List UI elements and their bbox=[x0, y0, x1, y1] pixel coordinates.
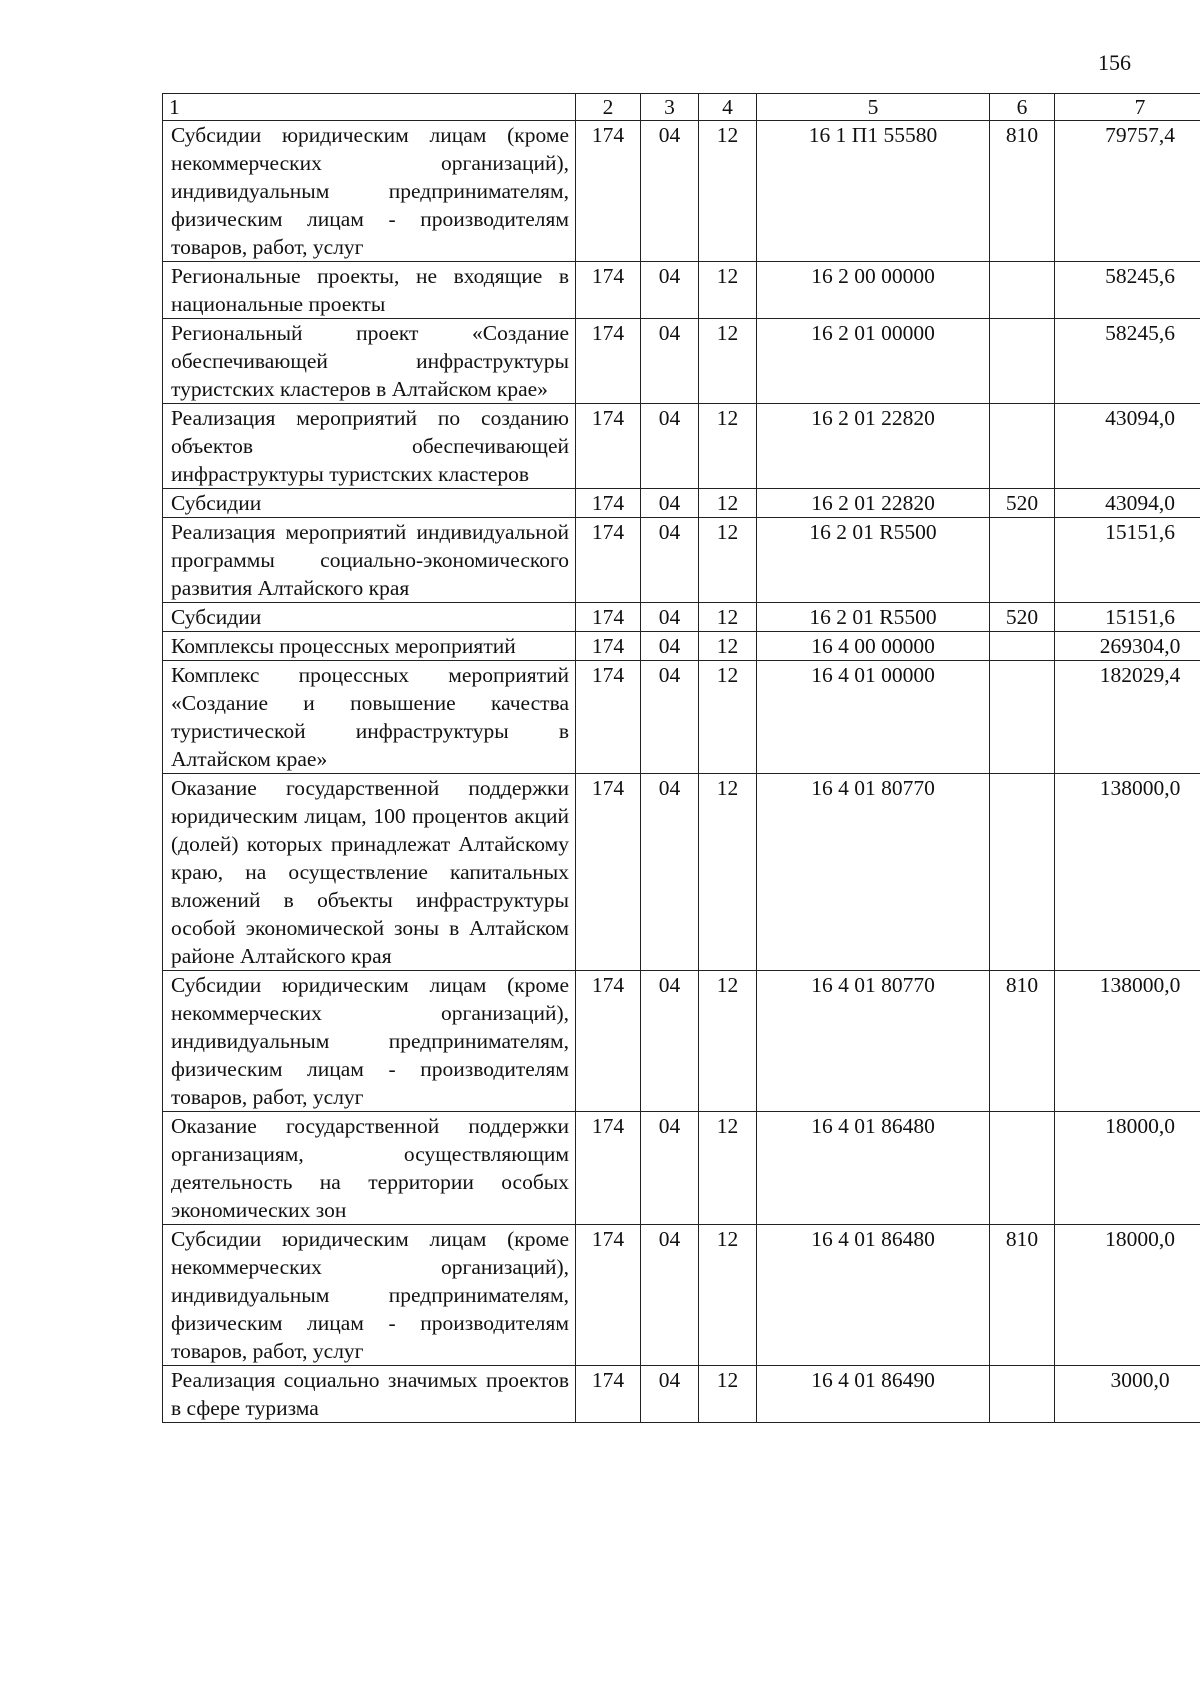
row-section-cell: 04 bbox=[641, 774, 699, 971]
row-amount-cell: 3000,0 bbox=[1055, 1366, 1200, 1423]
column-header-1: 1 bbox=[163, 94, 576, 121]
row-subsection-cell: 12 bbox=[699, 489, 757, 518]
row-code-cell: 174 bbox=[576, 1225, 641, 1366]
table-row bbox=[163, 1112, 1200, 1225]
row-type-cell: 810 bbox=[990, 971, 1055, 1112]
row-amount-cell: 182029,4 bbox=[1055, 661, 1200, 774]
row-name-cell: Реализация мероприятий индивидуальной программы социально-экономического развития Алтайского края bbox=[163, 518, 576, 603]
table-row bbox=[163, 518, 1200, 603]
row-target-cell: 16 2 01 00000 bbox=[757, 319, 990, 404]
row-target-cell: 16 2 01 22820 bbox=[757, 404, 990, 489]
row-section-cell: 04 bbox=[641, 262, 699, 319]
row-type-cell bbox=[990, 1366, 1055, 1423]
row-amount-cell: 58245,6 bbox=[1055, 319, 1200, 404]
row-code-cell: 174 bbox=[576, 489, 641, 518]
row-section-cell: 04 bbox=[641, 319, 699, 404]
column-header-5: 5 bbox=[757, 94, 990, 121]
row-target-cell: 16 2 01 22820 bbox=[757, 489, 990, 518]
row-amount-cell: 79757,4 bbox=[1055, 121, 1200, 262]
row-subsection-cell: 12 bbox=[699, 1112, 757, 1225]
table-row bbox=[163, 1366, 1200, 1423]
row-amount-cell: 138000,0 bbox=[1055, 774, 1200, 971]
table-row bbox=[163, 971, 1200, 1112]
row-amount-cell: 43094,0 bbox=[1055, 489, 1200, 518]
row-amount-cell: 58245,6 bbox=[1055, 262, 1200, 319]
row-target-cell: 16 4 01 80770 bbox=[757, 971, 990, 1112]
row-target-cell: 16 2 01 R5500 bbox=[757, 603, 990, 632]
column-header-3: 3 bbox=[641, 94, 699, 121]
row-subsection-cell: 12 bbox=[699, 404, 757, 489]
table-row bbox=[163, 774, 1200, 971]
row-amount-cell: 15151,6 bbox=[1055, 603, 1200, 632]
row-section-cell: 04 bbox=[641, 404, 699, 489]
row-name-cell: Оказание государственной поддержки юридическим лицам, 100 процентов акций (долей) которых принадлежат Алтайскому краю, на осуществление капитальных вложений в объекты инфраструктуры особой экономической зоны в Алтайском районе Алтайского края bbox=[163, 774, 576, 971]
row-code-cell: 174 bbox=[576, 262, 641, 319]
row-subsection-cell: 12 bbox=[699, 632, 757, 661]
header-row bbox=[163, 94, 1200, 121]
row-name-cell: Субсидии bbox=[163, 603, 576, 632]
table-row bbox=[163, 489, 1200, 518]
row-type-cell: 810 bbox=[990, 121, 1055, 262]
row-name-cell: Субсидии юридическим лицам (кроме некоммерческих организаций), индивидуальным предпринимателям, физическим лицам - производителям товаров, работ, услуг bbox=[163, 121, 576, 262]
row-target-cell: 16 4 01 86480 bbox=[757, 1112, 990, 1225]
row-section-cell: 04 bbox=[641, 1366, 699, 1423]
row-code-cell: 174 bbox=[576, 661, 641, 774]
row-section-cell: 04 bbox=[641, 121, 699, 262]
row-target-cell: 16 4 00 00000 bbox=[757, 632, 990, 661]
row-subsection-cell: 12 bbox=[699, 518, 757, 603]
row-target-cell: 16 4 01 80770 bbox=[757, 774, 990, 971]
row-code-cell: 174 bbox=[576, 603, 641, 632]
column-header-6: 6 bbox=[990, 94, 1055, 121]
column-header-2: 2 bbox=[576, 94, 641, 121]
row-code-cell: 174 bbox=[576, 319, 641, 404]
row-subsection-cell: 12 bbox=[699, 121, 757, 262]
page-number: 156 bbox=[1098, 50, 1131, 75]
row-type-cell bbox=[990, 1112, 1055, 1225]
row-name-cell: Субсидии юридическим лицам (кроме некоммерческих организаций), индивидуальным предпринимателям, физическим лицам - производителям товаров, работ, услуг bbox=[163, 1225, 576, 1366]
row-subsection-cell: 12 bbox=[699, 319, 757, 404]
row-subsection-cell: 12 bbox=[699, 262, 757, 319]
row-type-cell: 520 bbox=[990, 603, 1055, 632]
table-row bbox=[163, 319, 1200, 404]
row-type-cell bbox=[990, 632, 1055, 661]
row-name-cell: Региональные проекты, не входящие в национальные проекты bbox=[163, 262, 576, 319]
row-section-cell: 04 bbox=[641, 632, 699, 661]
row-name-cell: Оказание государственной поддержки организациям, осуществляющим деятельность на территории особых экономических зон bbox=[163, 1112, 576, 1225]
row-target-cell: 16 4 01 86480 bbox=[757, 1225, 990, 1366]
row-amount-cell: 138000,0 bbox=[1055, 971, 1200, 1112]
table-row bbox=[163, 1225, 1200, 1366]
table-row bbox=[163, 121, 1200, 262]
column-header-7: 7 bbox=[1055, 94, 1200, 121]
row-name-cell: Комплексы процессных мероприятий bbox=[163, 632, 576, 661]
row-section-cell: 04 bbox=[641, 603, 699, 632]
row-code-cell: 174 bbox=[576, 404, 641, 489]
row-target-cell: 16 4 01 00000 bbox=[757, 661, 990, 774]
row-type-cell bbox=[990, 319, 1055, 404]
table-row bbox=[163, 661, 1200, 774]
row-subsection-cell: 12 bbox=[699, 603, 757, 632]
row-amount-cell: 15151,6 bbox=[1055, 518, 1200, 603]
row-section-cell: 04 bbox=[641, 489, 699, 518]
row-target-cell: 16 2 01 R5500 bbox=[757, 518, 990, 603]
row-type-cell bbox=[990, 518, 1055, 603]
row-type-cell bbox=[990, 262, 1055, 319]
row-section-cell: 04 bbox=[641, 661, 699, 774]
row-subsection-cell: 12 bbox=[699, 661, 757, 774]
row-type-cell: 810 bbox=[990, 1225, 1055, 1366]
row-subsection-cell: 12 bbox=[699, 774, 757, 971]
row-target-cell: 16 2 00 00000 bbox=[757, 262, 990, 319]
row-subsection-cell: 12 bbox=[699, 1225, 757, 1366]
table-body bbox=[163, 121, 1200, 1423]
row-amount-cell: 269304,0 bbox=[1055, 632, 1200, 661]
row-code-cell: 174 bbox=[576, 1366, 641, 1423]
row-section-cell: 04 bbox=[641, 971, 699, 1112]
row-type-cell: 520 bbox=[990, 489, 1055, 518]
row-name-cell: Субсидии юридическим лицам (кроме некоммерческих организаций), индивидуальным предпринимателям, физическим лицам - производителям товаров, работ, услуг bbox=[163, 971, 576, 1112]
row-section-cell: 04 bbox=[641, 518, 699, 603]
row-name-cell: Реализация социально значимых проектов в сфере туризма bbox=[163, 1366, 576, 1423]
row-name-cell: Региональный проект «Создание обеспечивающей инфраструктуры туристских кластеров в Алтайском крае» bbox=[163, 319, 576, 404]
table-row bbox=[163, 404, 1200, 489]
row-name-cell: Реализация мероприятий по созданию объектов обеспечивающей инфраструктуры туристских кластеров bbox=[163, 404, 576, 489]
table-row bbox=[163, 262, 1200, 319]
row-type-cell bbox=[990, 404, 1055, 489]
row-type-cell bbox=[990, 661, 1055, 774]
row-section-cell: 04 bbox=[641, 1225, 699, 1366]
row-name-cell: Комплекс процессных мероприятий «Создание и повышение качества туристической инфраструктуры в Алтайском крае» bbox=[163, 661, 576, 774]
row-amount-cell: 18000,0 bbox=[1055, 1225, 1200, 1366]
row-code-cell: 174 bbox=[576, 1112, 641, 1225]
row-type-cell bbox=[990, 774, 1055, 971]
row-code-cell: 174 bbox=[576, 971, 641, 1112]
column-header-4: 4 bbox=[699, 94, 757, 121]
row-amount-cell: 43094,0 bbox=[1055, 404, 1200, 489]
row-subsection-cell: 12 bbox=[699, 1366, 757, 1423]
row-code-cell: 174 bbox=[576, 774, 641, 971]
row-amount-cell: 18000,0 bbox=[1055, 1112, 1200, 1225]
row-target-cell: 16 4 01 86490 bbox=[757, 1366, 990, 1423]
row-section-cell: 04 bbox=[641, 1112, 699, 1225]
row-target-cell: 16 1 П1 55580 bbox=[757, 121, 990, 262]
table-row bbox=[163, 632, 1200, 661]
row-code-cell: 174 bbox=[576, 121, 641, 262]
row-subsection-cell: 12 bbox=[699, 971, 757, 1112]
row-code-cell: 174 bbox=[576, 632, 641, 661]
row-name-cell: Субсидии bbox=[163, 489, 576, 518]
row-code-cell: 174 bbox=[576, 518, 641, 603]
table-row bbox=[163, 603, 1200, 632]
budget-table bbox=[162, 93, 1200, 1423]
